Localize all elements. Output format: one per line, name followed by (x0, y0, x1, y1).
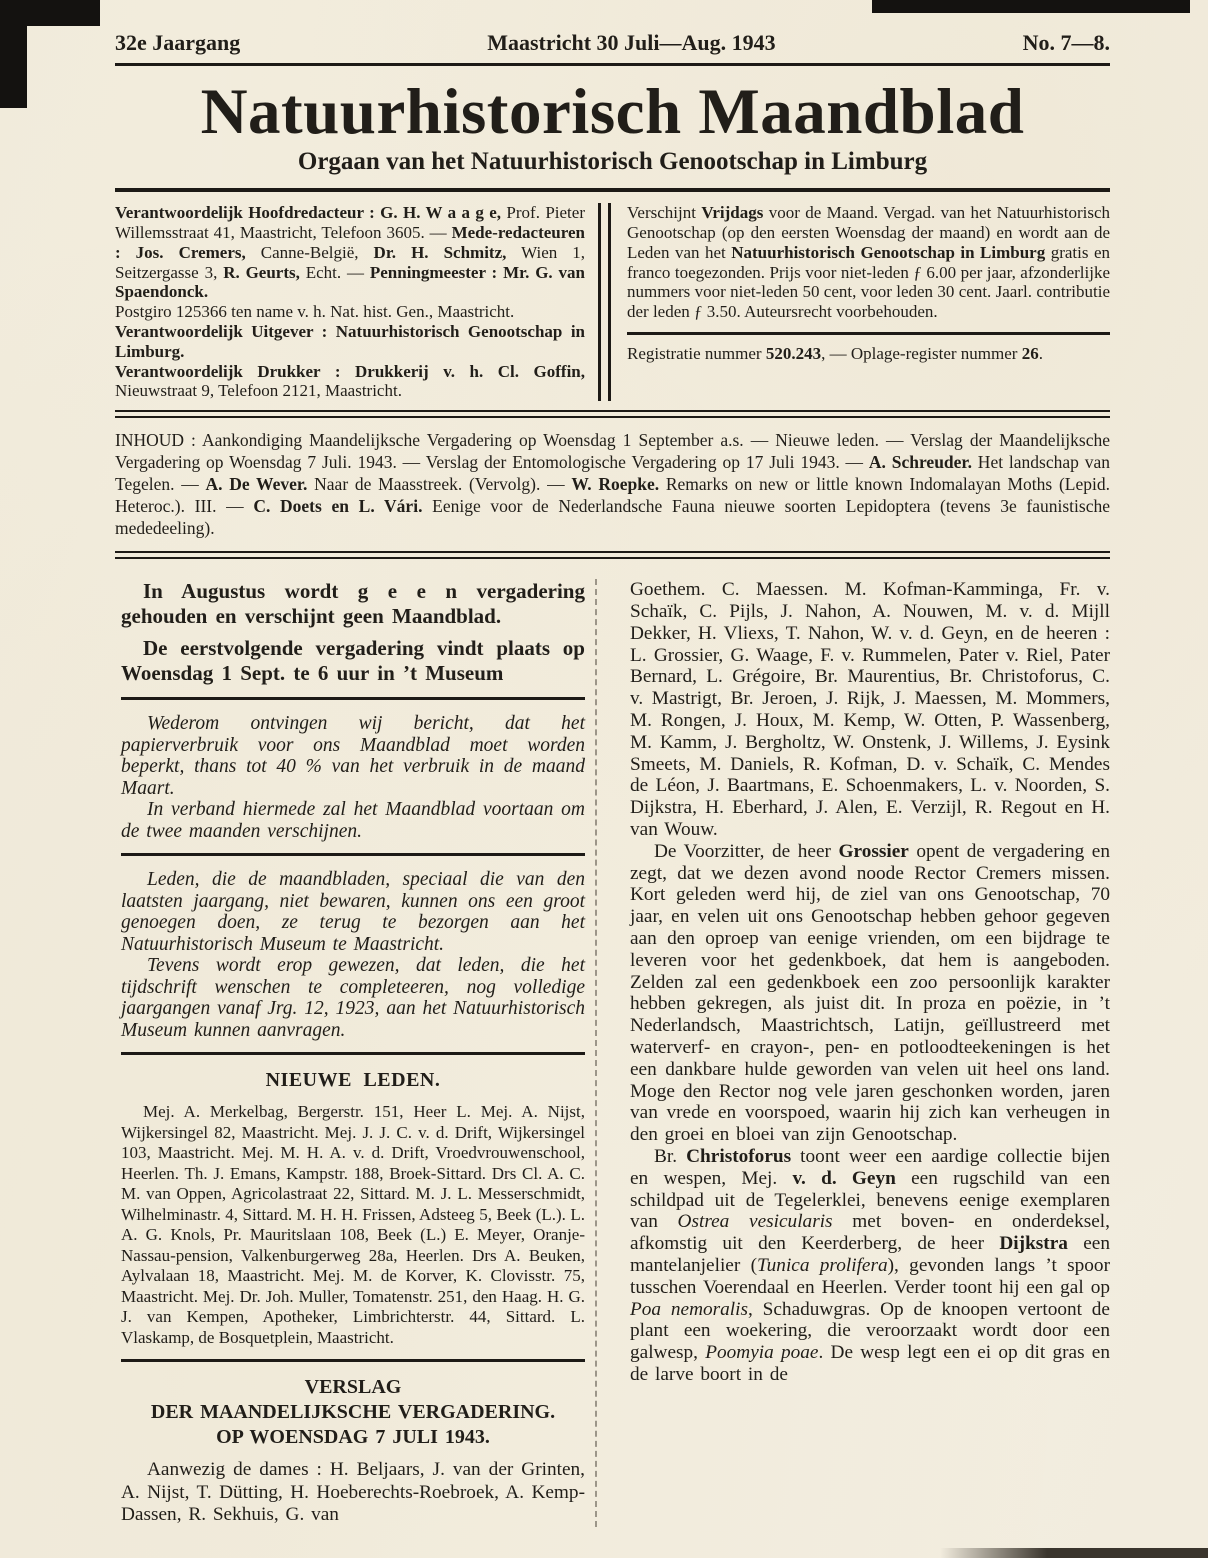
printer-paragraph: Verantwoordelijk Drukker : Drukkerij v. h. Cl. Goffin, Nieuwstraat 9, Telefoon 2121, Maastricht. (115, 361, 585, 401)
table-of-contents: INHOUD : Aankondiging Maandelijksche Vergadering op Woensdag 1 September a.s. — Nieuwe leden. — Verslag der Maandelijksche Vergadering op Woensdag 7 Juli. 1943. — Verslag der Entomologische Vergadering op 17 Juli 1943. — A. Schreuder. Het landschap van Tegelen. — A. De Wever. Naar de Maasstreek. (Vervolg). — W. Roepke. Remarks on new or little known Indomalayan Moths (Lepid. Heteroc.). III. — C. Doets en L. Vári. Eenige voor de Nederlandsche Fauna nieuwe soorten Lepidoptera (tevens 3e faunistische mededeeling). (115, 430, 1111, 539)
next-meeting-announcement: De eerstvolgende vergadering vindt plaats op Woensdag 1 Sept. te 6 uur in ’t Museum (121, 636, 585, 686)
colophon-divider-rule (598, 203, 611, 401)
registration-rule (627, 332, 1110, 335)
article-columns (115, 579, 1110, 1527)
notice-paragraph: Leden, die de maandbladen, speciaal die van den laatsten jaargang, niet bewaren, kunnen ons een groot genoegen doen, ze terug te bezorgen aan het Natuurhistorisch Museum te Maastricht. (121, 869, 585, 955)
meeting-report-heading-line: VERSLAG (304, 1376, 402, 1399)
notice-paragraph: In verband hiermede zal het Maandblad voortaan om de twee maanden verschijnen. (121, 799, 585, 842)
colophon (115, 192, 1110, 410)
masthead (115, 30, 1110, 192)
section-rule (121, 853, 585, 856)
masthead-meta-row (115, 30, 1110, 56)
section-rule (121, 1052, 585, 1055)
issue-return-notice (121, 869, 585, 1041)
page-content (115, 0, 1110, 1527)
subscription-paragraph: Verschijnt Vrijdags voor de Maand. Vergad. van het Natuurhistorisch Genootschap (op den eersten Woensdag der maand) en wordt aan de Leden van het Natuurhistorisch Genootschap in Limburg gratis en franco toegezonden. Prijs voor niet-leden ƒ 6.00 per jaar, afzonderlijke nummers voor niet-leden 50 cent, voor leden 30 cent. Jaarl. contributie der leden ƒ 3.50. Auteursrecht voorbehouden. (627, 203, 1110, 322)
colophon-editorial-block (115, 203, 585, 401)
notice-paragraph: Wederom ontvingen wij bericht, dat het papierverbruik voor ons Maandblad moet worden beperkt, thans tot 40 % van het verbruik in de maand Maart. (121, 713, 585, 799)
section-rule (121, 1359, 585, 1362)
paper-restriction-notice (121, 713, 585, 842)
editors-paragraph: Verantwoordelijk Hoofdredacteur : G. H. W a a g e, Prof. Pieter Willemsstraat 41, Maastricht, Telefoon 3605. — Mede-redacteuren : Jos. Cremers, Canne-België, Dr. H. Schmitz, Wien 1, Seitzergasse 3, R. Geurts, Echt. — Penningmeester : Mr. G. van Spaendonck. (115, 203, 586, 302)
contents-rule-bottom (115, 551, 1110, 559)
august-no-meeting-announcement: In Augustus wordt g e e n vergadering gehouden en verschijnt geen Maandblad. (121, 579, 585, 629)
publisher-paragraph: Verantwoordelijk Uitgever : Natuurhistorisch Genootschap in Limburg. (115, 322, 585, 361)
scan-edge-artifact-bottom (940, 1548, 1208, 1558)
new-members-list: Mej. A. Merkelbag, Bergerstr. 151, Heer L. Mej. A. Nijst, Wijkersingel 82, Maastricht. Mej. J. J. C. v. d. Drift, Wijkersingel 103, Maastricht. Mej. M. H. A. v. d. Drift, Vroedvrouwenschool, Heerlen. Th. J. Emans, Kampstr. 188, Broek-Sittard. Drs Cl. A. C. M. van Oppen, Agricolastraat 22, Sittard. M. J. L. Messerschmidt, Wilhelminastr. 4, Sittard. M. H. H. Frissen, Adsteeg 5, Beek (L.). L. A. G. Knols, Pr. Mauritslaan 108, Beek (L.) E. Meyer, Oranje-Nassau-pension, Valkenburgerweg 28a, Heerlen. Drs A. Beuken, Aylvalaan 18, Maastricht. Mej. M. de Korver, K. Clovisstr. 75, Maastricht. Mej. Dr. Joh. Muller, Tomatenstr. 251, den Haag. H. G. J. van Kempen, Apotheker, Limbrichterstr. 44, Sittard. L. Vlaskamp, de Bosquetplein, Maastricht. (121, 1102, 585, 1347)
meeting-report-heading-line: DER MAANDELIJKSCHE VERGADERING. (150, 1401, 556, 1424)
meeting-report-heading (121, 1375, 585, 1450)
meeting-report-heading-line: OP WOENSDAG 7 JULI 1943. (216, 1426, 490, 1449)
notice-paragraph: Tevens wordt erop gewezen, dat leden, die het tijdschrift wenschen te completeeren, nog volledige jaargangen vanaf Jrg. 12, 1923, aan het Natuurhistorisch Museum kunnen aanvragen. (121, 955, 585, 1041)
registration-line: Registratie nummer 520.243, — Oplage-register nummer 26. (627, 344, 1043, 364)
left-column (115, 579, 585, 1527)
contents-rule-top (115, 410, 1110, 418)
postgiro-paragraph: Postgiro 125366 ten name v. h. Nat. hist. Gen., Maastricht. (115, 302, 515, 322)
exhibits-paragraph: Br. Christoforus toont weer een aardige collectie bijen en wespen, Mej. v. d. Geyn een rugschild van een schildpad uit de Tegelerklei, benevens eenige exemplaren van Ostrea vesicularis met boven- en onderdeksel, afkomstig uit den Keerderberg, de heer Dijkstra een mantelanjelier (Tunica prolifera), gevonden langs ’t spoor tusschen Voerendaal en Heerlen. Verder toont hij een gal op Poa nemoralis, Schaduwgras. Op de knoopen vertoont de plant een woekering, die veroorzaakt wordt door een galwesp, Poomyia poae. De wesp legt een ei op dit gras en de larve boort in de (630, 1145, 1111, 1385)
volume-label: 32e Jaargang (115, 30, 241, 55)
journal-title: Natuurhistorisch Maandblad (200, 76, 1025, 148)
masthead-rule (115, 63, 1110, 66)
right-column (597, 579, 1110, 1527)
colophon-subscription-block (611, 203, 1110, 401)
section-rule (121, 697, 585, 700)
new-members-heading: NIEUWE LEDEN. (265, 1069, 441, 1092)
attendees-continuation-paragraph: Goethem. C. Maessen. M. Kofman-Kamminga, Fr. v. Schaïk, C. Pijls, J. Nahon, A. Nouwen, M. v. d. Mijll Dekker, H. Vliexs, T. Nahon, W. v. d. Geyn, en de heeren : L. Grossier, G. Waage, F. v. Rummelen, Pater v. Riel, Pater Bernard, L. Grégoire, Br. Maurentius, Br. Christoforus, C. v. Mastrigt, Br. Jeroen, J. Rijk, J. Maessen, M. Mommers, M. Rongen, J. Houx, M. Kemp, W. Otten, P. Wassenberg, M. Kamm, J. Bergholtz, W. Onstenk, J. Willems, J. Eysink Smeets, M. Daniels, R. Kofman, D. v. Schaïk, C. Mendes de Léon, J. Baartmans, E. Schoenmakers, L. v. Noorden, S. Dijkstra, H. Eberhard, J. Alen, E. Verzijl, R. Regout en H. van Wouw. (630, 579, 1110, 840)
scan-edge-artifact-left (0, 0, 27, 108)
issue-date: Maastricht 30 Juli—Aug. 1943 (487, 30, 776, 55)
attendees-paragraph: Aanwezig de dames : H. Beljaars, J. van der Grinten, A. Nijst, T. Dütting, H. Hoeberechts-Roebroek, A. Kemp-Dassen, R. Sekhuis, G. van (121, 1459, 585, 1526)
chairman-speech-paragraph: De Voorzitter, de heer Grossier opent de vergadering en zegt, dat we dezen avond noode Rector Cremers missen. Kort geleden werd hij, de ziel van ons Genootschap, 70 jaar, en velen uit ons Genootschap hebben gehoor gegeven aan den oproep van eenige vrienden, om een bijdrage te leveren voor het gedenkboek, dat hem is aangeboden. Zelden zal een gedenkboek een zoo persoonlijk karakter hebben gekregen, als juist dit. In proza en poëzie, in ’t Nederlandsch, Maastrichtsch, Latijn, geïllustreerd met waterverf- en crayon-, pen- en potloodteekeningen is het een dankbare hulde geworden van velen uit heel ons land. Moge den Rector nog vele jaren geschonken worden, jaren van vrede en voorspoed, waarin hij zich kan verheugen in den groei en bloei van zijn Genootschap. (630, 840, 1110, 1146)
issue-number: No. 7—8. (1022, 30, 1110, 55)
journal-subtitle: Orgaan van het Natuurhistorisch Genootschap in Limburg (297, 148, 928, 176)
